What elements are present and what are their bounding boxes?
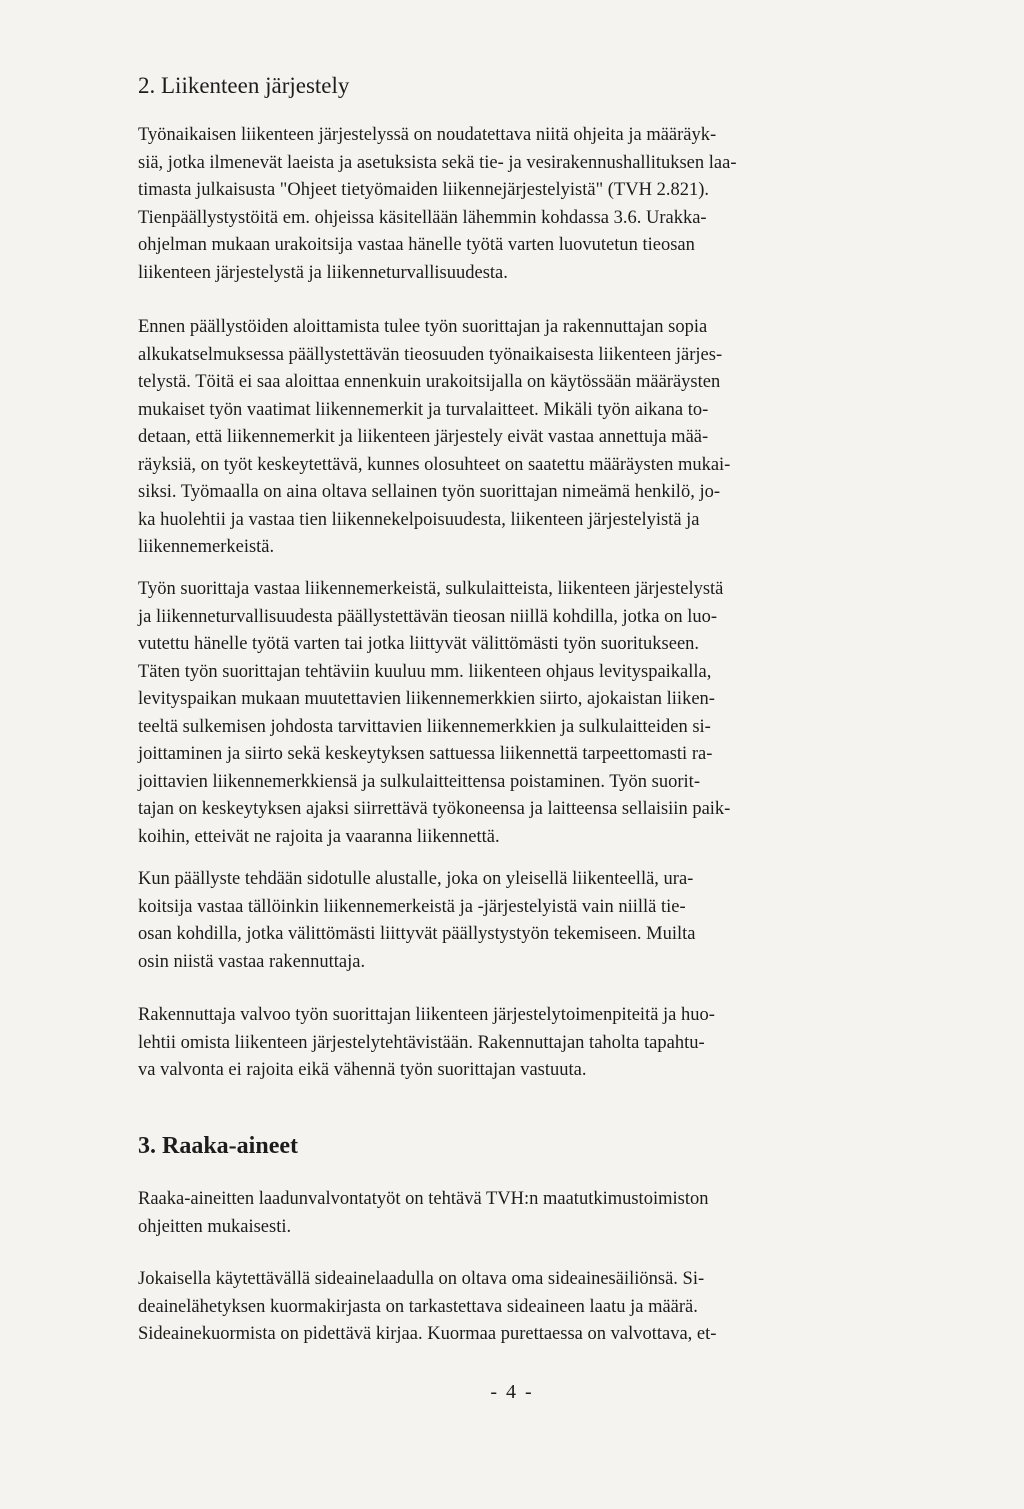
paragraph-traffic-regulations [138,122,736,287]
text-line: detaan, että liikennemerkit ja liikenteen järjestely eivät vastaa annettuja mää- [138,427,709,447]
text-line: ohjelman mukaan urakoitsija vastaa hänelle työtä varten luovutetun tieosan [138,235,695,255]
text-line: Täten työn suorittajan tehtäviin kuuluu mm. liikenteen ohjaus levityspaikalla, [138,661,712,682]
text-line: telystä. Töitä ei saa aloittaa ennenkuin urakoitsijalla on käytössään määräysten [138,372,721,392]
text-line: koitsija vastaa tällöinkin liikennemerkeistä ja -järjestelyistä vain niillä tie- [138,896,686,917]
paragraph-initial-inspection [138,314,730,562]
page-number: - 4 - [490,1381,534,1403]
text-line: joittaminen ja siirto sekä keskeytyksen sattuessa liikennettä tarpeettomasti ra- [138,744,713,764]
text-line: ohjeitten mukaisesti. [138,1216,292,1237]
text-line: deainelähetyksen kuormakirjasta on tarkastettava sideaineen laatu ja määrä. [138,1296,698,1317]
text-line: Jokaisella käytettävällä sideainelaadulla on oltava oma sideainesäiliönsä. Si- [138,1269,705,1289]
text-line: joittavien liikennemerkkiensä ja sulkulaitteittensa poistaminen. Työn suorit- [138,771,700,792]
text-line: mukaiset työn vaatimat liikennemerkit ja turvalaitteet. Mikäli työn aikana to- [138,399,709,420]
paragraph-client-supervision [138,1002,715,1085]
text-line: vutettu hänelle työtä varten tai jotka liittyvät välittömästi työn suoritukseen. [138,634,700,654]
section-heading-raaka-aineet: 3. Raaka-aineet [138,1133,298,1159]
text-line: räyksiä, on työt keskeytettävä, kunnes olosuhteet on saatettu määräysten mukai- [138,454,731,475]
text-line: teeltä sulkemisen johdosta tarvittavien liikennemerkkien ja sulkulaitteiden si- [138,716,711,737]
paragraph-quality-control [138,1186,708,1241]
text-line: siä, jotka ilmenevät laeista ja asetuksista sekä tie- ja vesirakennushallituksen laa- [138,152,737,173]
text-line: ja liikenneturvallisuudesta päällystettävän tieosan niillä kohdilla, jotka on luo- [138,606,718,627]
text-line: liikennemerkeistä. [138,537,275,557]
text-line: Tienpäällystystöitä em. ohjeissa käsitellään lähemmin kohdassa 3.6. Urakka- [138,207,707,228]
text-line: osan kohdilla, jotka välittömästi liittyvät päällystystyön tekemiseen. Muilta [138,924,696,944]
text-line: Raaka-aineitten laadunvalvontatyöt on tehtävä TVH:n maatutkimustoimiston [138,1189,709,1209]
text-line: timasta julkaisusta "Ohjeet tietyömaiden liikennejärjestelyistä" (TVH 2.821). [138,180,709,200]
text-line: lehtii omista liikenteen järjestelytehtävistään. Rakennuttajan taholta tapahtu- [138,1032,705,1053]
paragraph-binder-tanks [138,1266,716,1349]
paragraph-contractor-duties [138,576,730,851]
section-heading-liikenteen-jarjestely: 2. Liikenteen järjestely [138,73,350,98]
text-line: levityspaikan mukaan muutettavien liikennemerkkien siirto, ajokaistan liiken- [138,689,715,709]
text-line: Ennen päällystöiden aloittamista tulee työn suorittajan ja rakennuttajan sopia [138,317,708,337]
text-line: osin niistä vastaa rakennuttaja. [138,951,366,972]
text-line: Kun päällyste tehdään sidotulle alustalle, joka on yleisellä liikenteellä, ura- [138,869,694,889]
text-line: liikenteen järjestelystä ja liikenneturvallisuudesta. [138,262,508,283]
text-line: Työn suorittaja vastaa liikennemerkeistä, sulkulaitteista, liikenteen järjestelystä [138,579,724,599]
text-line: ka huolehtii ja vastaa tien liikennekelpoisuudesta, liikenteen järjestelyistä ja [138,509,700,530]
text-line: Työnaikaisen liikenteen järjestelyssä on noudatettava niitä ohjeita ja määräyk- [138,125,717,145]
text-line: va valvonta ei rajoita eikä vähennä työn suorittajan vastuuta. [138,1060,587,1080]
text-line: siksi. Työmaalla on aina oltava sellainen työn suorittajan nimeämä henkilö, jo- [138,482,721,502]
paragraph-bound-base [138,866,695,976]
text-line: koihin, etteivät ne rajoita ja vaaranna liikennettä. [138,826,500,847]
text-line: Rakennuttaja valvoo työn suorittajan liikenteen järjestelytoimenpiteitä ja huo- [138,1005,715,1025]
text-line: alkukatselmuksessa päällystettävän tieosuuden työnaikaisesta liikenteen järjes- [138,344,723,365]
text-line: Sideainekuormista on pidettävä kirjaa. Kuormaa purettaessa on valvottava, et- [138,1324,717,1344]
text-line: tajan on keskeytyksen ajaksi siirrettävä työkoneensa ja laitteensa sellaisiin paik- [138,799,731,819]
